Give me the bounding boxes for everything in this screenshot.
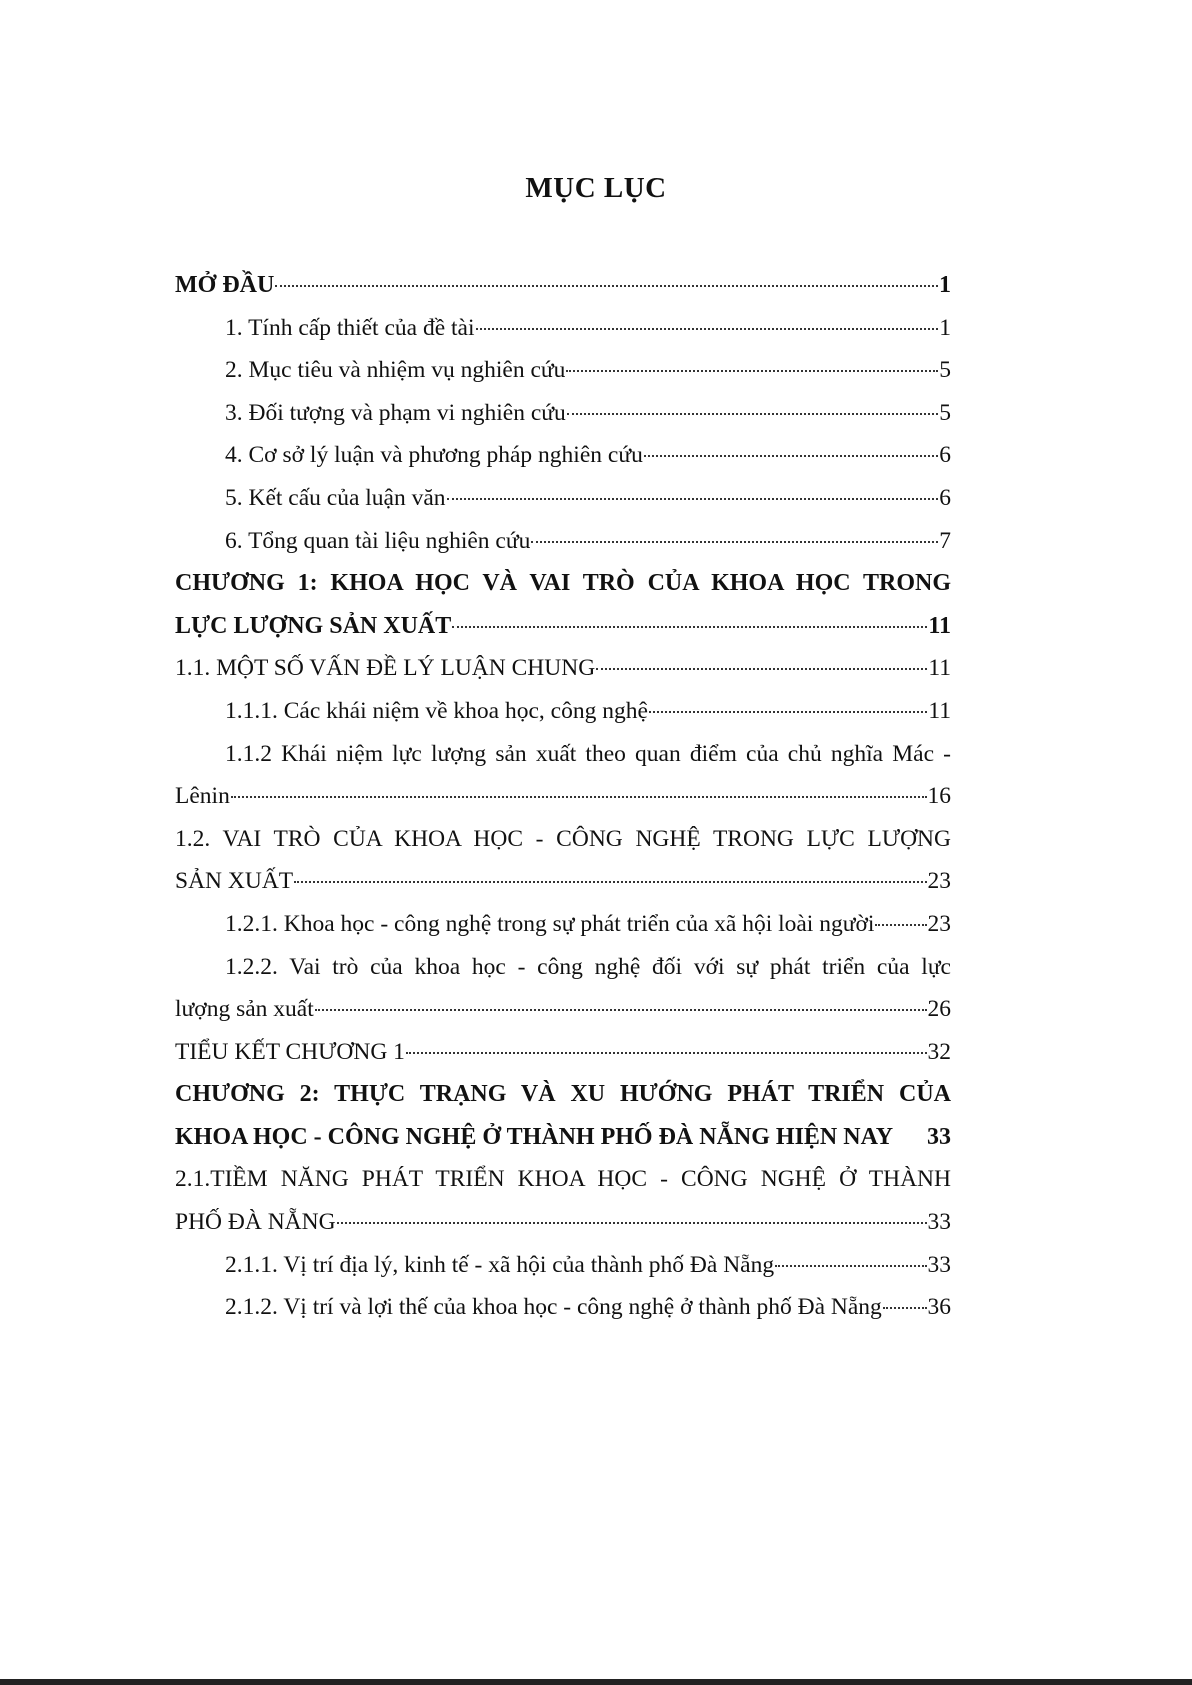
toc-entry-text: lượng sản xuất xyxy=(175,996,314,1023)
toc-entry xyxy=(175,477,951,520)
toc-entry-page: 7 xyxy=(939,527,951,554)
toc-entry-text: PHỐ ĐÀ NẴNG xyxy=(175,1209,336,1236)
toc-entry-text: 1.1.1. Các khái niệm về khoa học, công nghệ xyxy=(225,697,648,724)
toc-entry xyxy=(175,392,951,435)
toc-entry-text: 6. Tổng quan tài liệu nghiên cứu xyxy=(225,527,531,554)
table-of-contents xyxy=(175,264,951,1329)
toc-entry xyxy=(175,690,951,733)
toc-entry-text: 2.1.1. Vị trí địa lý, kinh tế - xã hội của thành phố Đà Nẵng xyxy=(225,1251,775,1278)
toc-entry xyxy=(175,349,951,392)
toc-entry-page: 5 xyxy=(939,357,951,384)
toc-entry-text: 2.1.2. Vị trí và lợi thế của khoa học - công nghệ ở thành phố Đà Nẵng xyxy=(225,1294,882,1321)
toc-entry-text: 1. Tính cấp thiết của đề tài xyxy=(225,314,475,341)
toc-entry xyxy=(175,1244,951,1287)
toc-entry xyxy=(175,903,951,946)
toc-entry-page: 6 xyxy=(939,484,951,511)
toc-entry-page: 26 xyxy=(927,996,951,1023)
toc-entry xyxy=(175,1031,951,1074)
dot-leader xyxy=(649,711,927,713)
toc-entry-line1: 1.1.2 Khái niệm lực lượng sản xuất theo quan điểm của chủ nghĩa Mác - xyxy=(225,740,951,767)
toc-entry xyxy=(175,647,951,690)
toc-entry-text: 5. Kết cấu của luận văn xyxy=(225,484,446,511)
toc-entry xyxy=(175,434,951,477)
toc-entry-page: 33 xyxy=(927,1123,951,1150)
dot-leader xyxy=(644,455,938,457)
toc-entry-page: 5 xyxy=(939,399,951,426)
dot-leader xyxy=(315,1009,927,1011)
toc-entry-line1: CHƯƠNG 1: KHOA HỌC VÀ VAI TRÒ CỦA KHOA HỌC TRONG xyxy=(175,570,951,597)
toc-entry xyxy=(175,1116,951,1159)
toc-entry-text: 4. Cơ sở lý luận và phương pháp nghiên cứu xyxy=(225,442,643,469)
toc-entry xyxy=(175,860,951,903)
dot-leader xyxy=(596,668,927,670)
toc-entry xyxy=(175,775,951,818)
toc-entry-text: KHOA HỌC - CÔNG NGHỆ Ở THÀNH PHỐ ĐÀ NẴNG HIỆN NAY xyxy=(175,1123,894,1150)
toc-entry-page: 33 xyxy=(927,1251,951,1278)
dot-leader xyxy=(231,796,927,798)
toc-entry-line1: 2.1.TIỀM NĂNG PHÁT TRIỂN KHOA HỌC - CÔNG NGHỆ Ở THÀNH xyxy=(175,1166,951,1193)
page-bottom-edge xyxy=(0,1679,1192,1685)
page-title: MỤC LỤC xyxy=(525,172,667,204)
dot-leader xyxy=(452,626,927,628)
toc-entry xyxy=(175,264,951,307)
toc-entry-page: 11 xyxy=(928,655,951,682)
toc-entry-page: 1 xyxy=(939,314,951,341)
toc-entry-page: 36 xyxy=(927,1294,951,1321)
toc-entry xyxy=(175,1286,951,1329)
toc-entry-page: 32 xyxy=(927,1038,951,1065)
dot-leader xyxy=(337,1222,927,1224)
toc-entry xyxy=(175,307,951,350)
dot-leader xyxy=(566,370,938,372)
dot-leader xyxy=(294,881,926,883)
toc-entry xyxy=(175,520,951,563)
toc-entry-line1: 1.2. VAI TRÒ CỦA KHOA HỌC - CÔNG NGHỆ TRONG LỰC LƯỢNG xyxy=(175,825,951,852)
dot-leader xyxy=(447,498,939,500)
toc-entry xyxy=(175,988,951,1031)
toc-entry-text: Lênin xyxy=(175,783,230,810)
toc-entry-page: 1 xyxy=(939,272,951,298)
toc-entry-page: 11 xyxy=(928,697,951,724)
toc-entry-page: 6 xyxy=(939,442,951,469)
dot-leader xyxy=(531,541,938,543)
toc-entry-page: 23 xyxy=(927,910,951,937)
toc-entry-text: 3. Đối tượng và phạm vi nghiên cứu xyxy=(225,399,566,426)
toc-entry-text: TIỂU KẾT CHƯƠNG 1 xyxy=(175,1038,405,1065)
toc-entry-text: 1.2.1. Khoa học - công nghệ trong sự phát triển của xã hội loài người xyxy=(225,910,875,937)
toc-entry-text: 1.1. MỘT SỐ VẤN ĐỀ LÝ LUẬN CHUNG xyxy=(175,655,596,682)
toc-entry-line1: 1.2.2. Vai trò của khoa học - công nghệ đối với sự phát triển của lực xyxy=(225,953,951,980)
toc-entry xyxy=(175,605,951,648)
toc-entry-page: 16 xyxy=(927,783,951,810)
toc-entry xyxy=(175,1201,951,1244)
dot-leader xyxy=(567,413,939,415)
toc-entry-page: 33 xyxy=(927,1209,951,1236)
dot-leader xyxy=(406,1052,927,1054)
toc-entry-text: LỰC LƯỢNG SẢN XUẤT xyxy=(175,612,452,639)
dot-leader xyxy=(476,328,939,330)
toc-entry-text: SẢN XUẤT xyxy=(175,868,294,895)
dot-leader xyxy=(775,1265,926,1267)
toc-entry-line1: CHƯƠNG 2: THỰC TRẠNG VÀ XU HƯỚNG PHÁT TRIỂN CỦA xyxy=(175,1081,951,1108)
toc-entry-text: 2. Mục tiêu và nhiệm vụ nghiên cứu xyxy=(225,357,566,384)
toc-entry-text: MỞ ĐẦU xyxy=(175,272,275,298)
dot-leader xyxy=(883,1307,927,1309)
toc-entry-page: 23 xyxy=(927,868,951,895)
toc-entry-page: 11 xyxy=(928,612,951,639)
dot-leader xyxy=(875,924,926,926)
dot-leader xyxy=(275,285,938,287)
